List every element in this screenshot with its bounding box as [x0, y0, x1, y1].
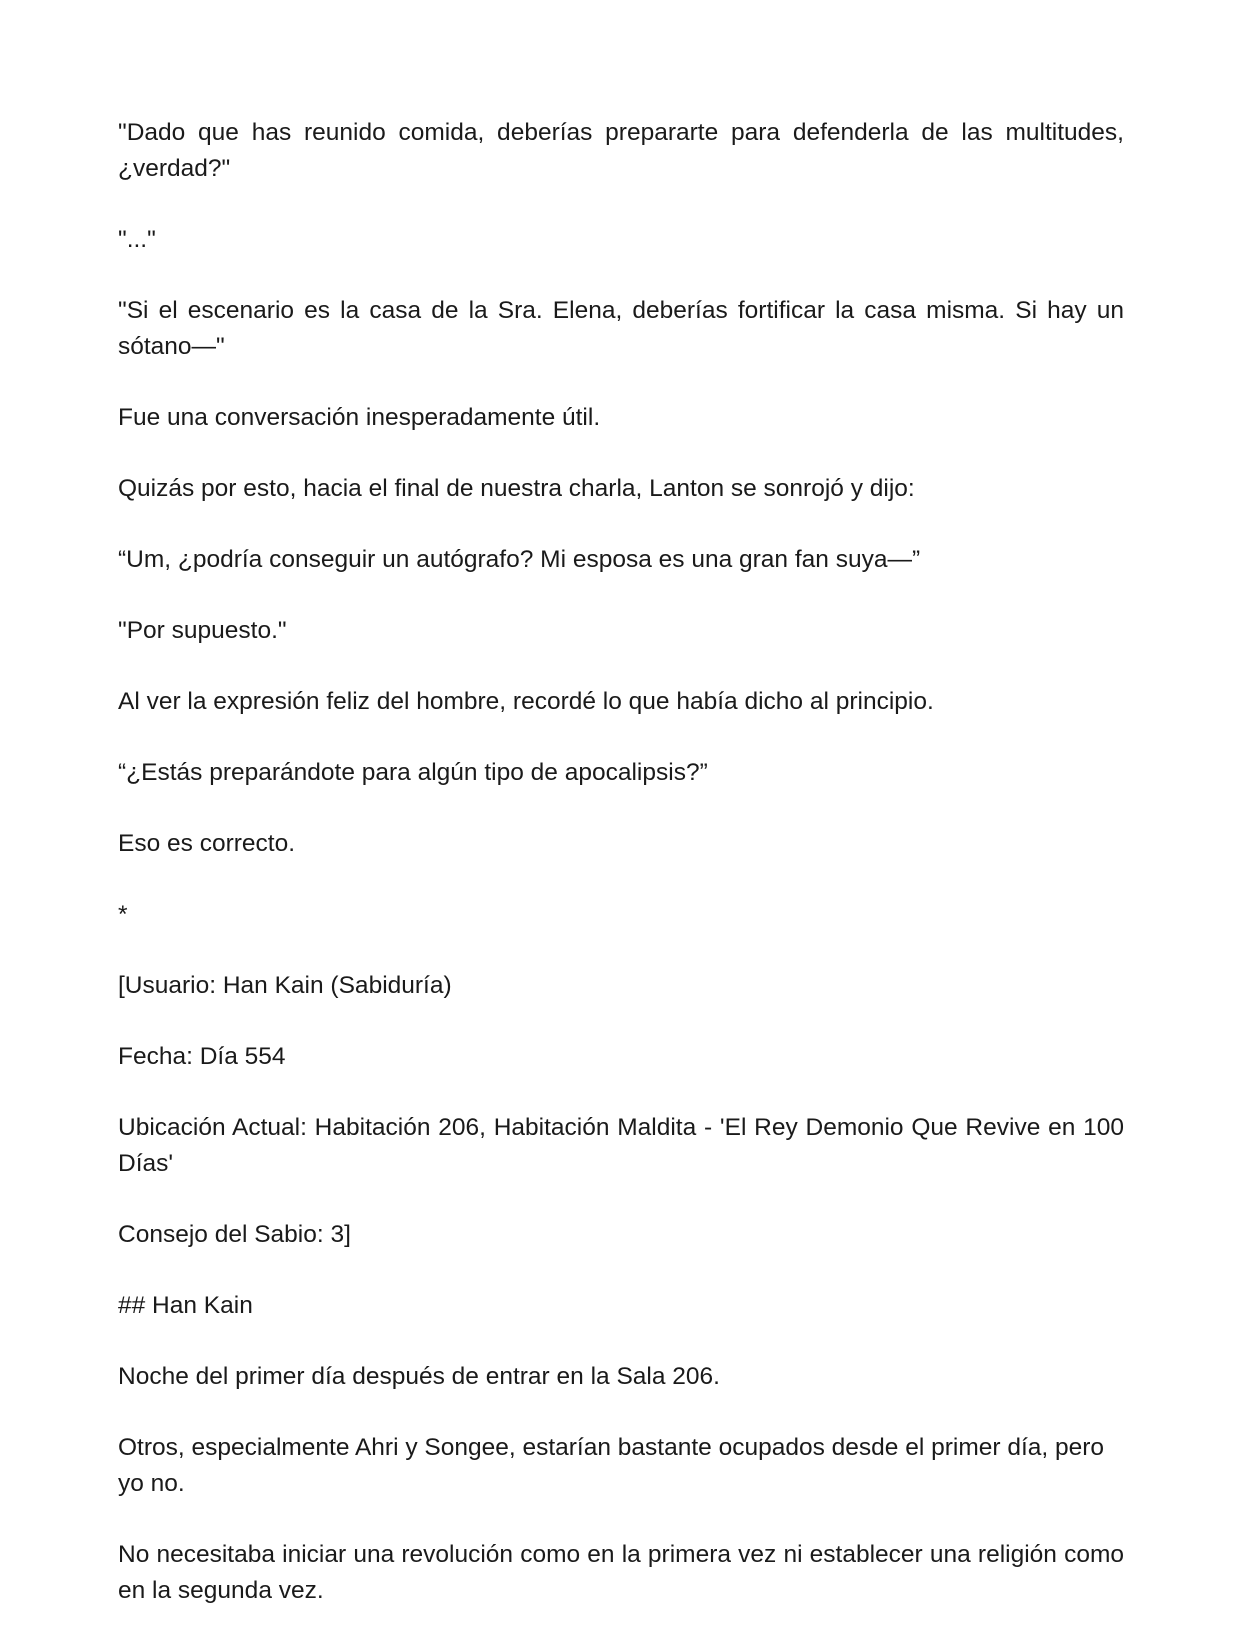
paragraph-lanton-blushed: Quizás por esto, hacia el final de nuestra charla, Lanton se sonrojó y dijo:	[118, 475, 915, 502]
paragraph-others-busy: Otros, especialmente Ahri y Songee, estarían bastante ocupados desde el primer día, pero yo no.	[118, 1434, 1105, 1497]
status-user: [Usuario: Han Kain (Sabiduría)	[118, 972, 452, 999]
paragraph-ellipsis: "..."	[118, 226, 156, 253]
paragraph-useful-conversation: Fue una conversación inesperadamente útil.	[118, 404, 601, 431]
paragraph-first-night: Noche del primer día después de entrar en la Sala 206.	[118, 1363, 720, 1390]
paragraph-of-course: "Por supuesto."	[118, 617, 287, 644]
section-heading: ## Han Kain	[118, 1292, 253, 1319]
status-location: Ubicación Actual: Habitación 206, Habitación Maldita - 'El Rey Demonio Que Revive en 100 Días'	[118, 1114, 1124, 1177]
paragraph-apocalypse-question: “¿Estás preparándote para algún tipo de apocalipsis?”	[118, 759, 708, 786]
status-date: Fecha: Día 554	[118, 1043, 286, 1070]
paragraph-correct: Eso es correcto.	[118, 830, 296, 857]
document-body	[118, 115, 1124, 1644]
status-sage-advice: Consejo del Sabio: 3]	[118, 1221, 351, 1248]
paragraph-autograph-request: “Um, ¿podría conseguir un autógrafo? Mi esposa es una gran fan suya—”	[118, 546, 921, 573]
paragraph-dialogue-fortify: "Si el escenario es la casa de la Sra. Elena, deberías fortificar la casa misma. Si hay un sótano—"	[118, 297, 1124, 360]
paragraph-no-revolution: No necesitaba iniciar una revolución como en la primera vez ni establecer una religión como en la segunda vez.	[118, 1541, 1124, 1604]
scene-break: *	[118, 901, 128, 928]
paragraph-happy-expression: Al ver la expresión feliz del hombre, recordé lo que había dicho al principio.	[118, 688, 934, 715]
paragraph-dialogue-food: "Dado que has reunido comida, deberías prepararte para defenderla de las multitudes, ¿verdad?"	[118, 119, 1124, 182]
